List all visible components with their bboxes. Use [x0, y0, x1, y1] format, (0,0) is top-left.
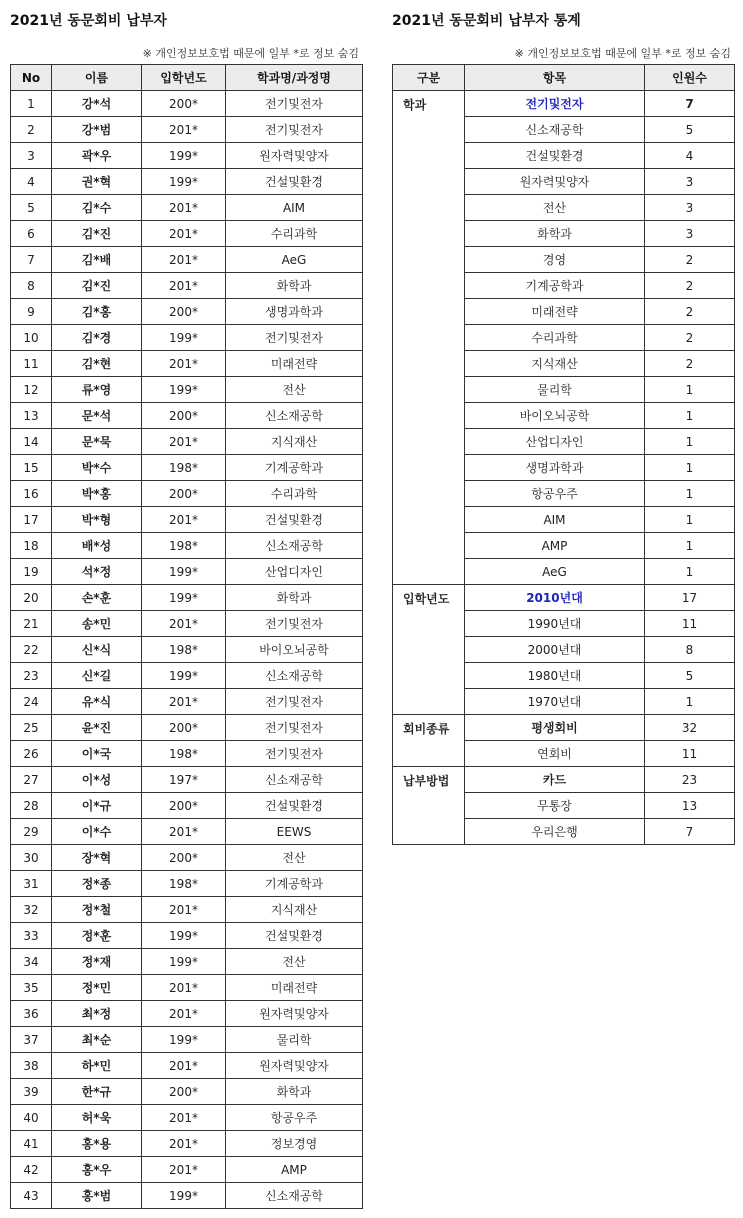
row-number: 23 [11, 663, 52, 689]
table-row [11, 1105, 363, 1131]
stats-item: 건설및환경 [465, 143, 645, 169]
stats-count: 13 [645, 793, 735, 819]
stats-item: 미래전략 [465, 299, 645, 325]
entry-year: 199* [142, 559, 226, 585]
stats-row [393, 91, 735, 117]
stats-item: 2000년대 [465, 637, 645, 663]
payer-name: 문*석 [52, 403, 142, 429]
entry-year: 199* [142, 143, 226, 169]
entry-year: 199* [142, 663, 226, 689]
entry-year: 201* [142, 819, 226, 845]
stats-category: 납부방법 [393, 767, 465, 845]
department: 화학과 [226, 273, 363, 299]
payer-name: 한*규 [52, 1079, 142, 1105]
row-number: 30 [11, 845, 52, 871]
entry-year: 201* [142, 897, 226, 923]
entry-year: 198* [142, 741, 226, 767]
stats-count: 1 [645, 455, 735, 481]
department: 바이오뇌공학 [226, 637, 363, 663]
stats-count: 1 [645, 481, 735, 507]
payer-name: 손*훈 [52, 585, 142, 611]
stats-count: 1 [645, 377, 735, 403]
payer-name: 김*진 [52, 273, 142, 299]
entry-year: 201* [142, 1105, 226, 1131]
table-row [11, 429, 363, 455]
header-department: 학과명/과정명 [226, 65, 363, 91]
department: 생명과학과 [226, 299, 363, 325]
row-number: 35 [11, 975, 52, 1001]
stats-count: 8 [645, 637, 735, 663]
row-number: 21 [11, 611, 52, 637]
row-number: 18 [11, 533, 52, 559]
department: 신소재공학 [226, 1183, 363, 1209]
stats-count: 5 [645, 663, 735, 689]
payer-name: 류*영 [52, 377, 142, 403]
stats-item: 전기및전자 [465, 91, 645, 117]
payer-name: 송*민 [52, 611, 142, 637]
row-number: 2 [11, 117, 52, 143]
stats-item: 1990년대 [465, 611, 645, 637]
row-number: 34 [11, 949, 52, 975]
row-number: 20 [11, 585, 52, 611]
row-number: 27 [11, 767, 52, 793]
entry-year: 199* [142, 377, 226, 403]
department: AMP [226, 1157, 363, 1183]
stats-count: 23 [645, 767, 735, 793]
department: 화학과 [226, 1079, 363, 1105]
stats-count: 11 [645, 611, 735, 637]
row-number: 37 [11, 1027, 52, 1053]
stats-item: 원자력및양자 [465, 169, 645, 195]
row-number: 16 [11, 481, 52, 507]
department: 수리과학 [226, 221, 363, 247]
entry-year: 198* [142, 637, 226, 663]
table-row [11, 741, 363, 767]
table-row [11, 169, 363, 195]
table-row [11, 767, 363, 793]
entry-year: 198* [142, 455, 226, 481]
department: 미래전략 [226, 351, 363, 377]
table-row [11, 845, 363, 871]
row-number: 31 [11, 871, 52, 897]
department: 신소재공학 [226, 767, 363, 793]
department: 기계공학과 [226, 455, 363, 481]
entry-year: 201* [142, 221, 226, 247]
department: AeG [226, 247, 363, 273]
entry-year: 200* [142, 91, 226, 117]
department: 항공우주 [226, 1105, 363, 1131]
department: 기계공학과 [226, 871, 363, 897]
stats-item: 수리과학 [465, 325, 645, 351]
department: EEWS [226, 819, 363, 845]
row-number: 9 [11, 299, 52, 325]
row-number: 28 [11, 793, 52, 819]
table-row [11, 481, 363, 507]
stats-item: 산업디자인 [465, 429, 645, 455]
payer-name: 허*욱 [52, 1105, 142, 1131]
entry-year: 201* [142, 273, 226, 299]
payer-name: 유*식 [52, 689, 142, 715]
table-row [11, 143, 363, 169]
entry-year: 201* [142, 611, 226, 637]
department: 전기및전자 [226, 117, 363, 143]
row-number: 38 [11, 1053, 52, 1079]
payer-name: 하*민 [52, 1053, 142, 1079]
stats-count: 1 [645, 689, 735, 715]
table-row [11, 117, 363, 143]
payer-name: 석*정 [52, 559, 142, 585]
row-number: 36 [11, 1001, 52, 1027]
left-privacy-note: ※ 개인정보보호법 때문에 일부 *로 정보 숨김 [142, 47, 359, 60]
payers-table [10, 64, 363, 1209]
department: 전기및전자 [226, 325, 363, 351]
table-row [11, 689, 363, 715]
department: 전산 [226, 377, 363, 403]
department: 신소재공학 [226, 403, 363, 429]
stats-count: 2 [645, 325, 735, 351]
right-title: 2021년 동문회비 납부자 통계 [392, 13, 581, 29]
department: 원자력및양자 [226, 143, 363, 169]
department: 전산 [226, 845, 363, 871]
stats-count: 7 [645, 819, 735, 845]
table-row [11, 1027, 363, 1053]
stats-header-row [393, 65, 735, 91]
payer-name: 정*민 [52, 975, 142, 1001]
payer-name: 김*배 [52, 247, 142, 273]
entry-year: 201* [142, 1053, 226, 1079]
payer-name: 신*길 [52, 663, 142, 689]
header-count: 인원수 [645, 65, 735, 91]
entry-year: 201* [142, 1001, 226, 1027]
header-entry-year: 입학년도 [142, 65, 226, 91]
row-number: 13 [11, 403, 52, 429]
header-name: 이름 [52, 65, 142, 91]
table-row [11, 273, 363, 299]
table-row [11, 403, 363, 429]
payer-name: 김*홍 [52, 299, 142, 325]
table-row [11, 1131, 363, 1157]
entry-year: 199* [142, 585, 226, 611]
row-number: 7 [11, 247, 52, 273]
department: 지식재산 [226, 897, 363, 923]
entry-year: 200* [142, 299, 226, 325]
payer-name: 정*철 [52, 897, 142, 923]
stats-item: 연회비 [465, 741, 645, 767]
table-row [11, 533, 363, 559]
payer-name: 홍*우 [52, 1157, 142, 1183]
department: 신소재공학 [226, 663, 363, 689]
row-number: 15 [11, 455, 52, 481]
department: 정보경영 [226, 1131, 363, 1157]
stats-category: 입학년도 [393, 585, 465, 715]
payer-name: 정*훈 [52, 923, 142, 949]
stats-count: 1 [645, 429, 735, 455]
row-number: 33 [11, 923, 52, 949]
entry-year: 199* [142, 325, 226, 351]
row-number: 42 [11, 1157, 52, 1183]
department: 지식재산 [226, 429, 363, 455]
stats-item: 우리은행 [465, 819, 645, 845]
right-privacy-note: ※ 개인정보보호법 때문에 일부 *로 정보 숨김 [514, 47, 731, 60]
stats-count: 4 [645, 143, 735, 169]
row-number: 41 [11, 1131, 52, 1157]
department: 전기및전자 [226, 689, 363, 715]
row-number: 10 [11, 325, 52, 351]
stats-category: 학과 [393, 91, 465, 585]
row-number: 22 [11, 637, 52, 663]
left-title: 2021년 동문회비 납부자 [10, 13, 167, 29]
stats-item: 경영 [465, 247, 645, 273]
table-row [11, 975, 363, 1001]
table-row [11, 91, 363, 117]
row-number: 14 [11, 429, 52, 455]
payer-name: 홍*범 [52, 1183, 142, 1209]
stats-category: 회비종류 [393, 715, 465, 767]
stats-item: 물리학 [465, 377, 645, 403]
table-row [11, 1157, 363, 1183]
header-item: 항목 [465, 65, 645, 91]
payer-name: 박*수 [52, 455, 142, 481]
table-row [11, 559, 363, 585]
payer-name: 홍*용 [52, 1131, 142, 1157]
entry-year: 200* [142, 793, 226, 819]
stats-count: 2 [645, 351, 735, 377]
stats-item: 기계공학과 [465, 273, 645, 299]
table-row [11, 299, 363, 325]
payer-name: 최*정 [52, 1001, 142, 1027]
stats-item: 2010년대 [465, 585, 645, 611]
table-row [11, 195, 363, 221]
row-number: 43 [11, 1183, 52, 1209]
department: 건설및환경 [226, 169, 363, 195]
header-no: No [11, 65, 52, 91]
row-number: 8 [11, 273, 52, 299]
department: 신소재공학 [226, 533, 363, 559]
stats-count: 1 [645, 403, 735, 429]
row-number: 40 [11, 1105, 52, 1131]
entry-year: 200* [142, 403, 226, 429]
stats-count: 1 [645, 533, 735, 559]
table-row [11, 637, 363, 663]
table-row [11, 585, 363, 611]
entry-year: 201* [142, 975, 226, 1001]
table-row [11, 663, 363, 689]
payer-name: 곽*우 [52, 143, 142, 169]
row-number: 24 [11, 689, 52, 715]
stats-count: 7 [645, 91, 735, 117]
stats-count: 32 [645, 715, 735, 741]
payer-name: 박*홍 [52, 481, 142, 507]
payer-name: 배*성 [52, 533, 142, 559]
payer-name: 강*범 [52, 117, 142, 143]
department: 수리과학 [226, 481, 363, 507]
stats-row [393, 715, 735, 741]
stats-item: 전산 [465, 195, 645, 221]
payer-name: 김*진 [52, 221, 142, 247]
row-number: 29 [11, 819, 52, 845]
entry-year: 200* [142, 481, 226, 507]
row-number: 12 [11, 377, 52, 403]
entry-year: 198* [142, 533, 226, 559]
payer-name: 이*규 [52, 793, 142, 819]
stats-item: 생명과학과 [465, 455, 645, 481]
department: 전기및전자 [226, 715, 363, 741]
payer-name: 박*형 [52, 507, 142, 533]
header-category: 구분 [393, 65, 465, 91]
stats-count: 1 [645, 507, 735, 533]
entry-year: 200* [142, 845, 226, 871]
department: 전산 [226, 949, 363, 975]
row-number: 19 [11, 559, 52, 585]
payer-name: 정*종 [52, 871, 142, 897]
table-row [11, 923, 363, 949]
stats-item: 바이오뇌공학 [465, 403, 645, 429]
payer-name: 이*성 [52, 767, 142, 793]
table-row [11, 351, 363, 377]
entry-year: 201* [142, 1131, 226, 1157]
entry-year: 201* [142, 507, 226, 533]
stats-count: 2 [645, 247, 735, 273]
table-row [11, 455, 363, 481]
row-number: 39 [11, 1079, 52, 1105]
stats-item: 평생회비 [465, 715, 645, 741]
entry-year: 200* [142, 715, 226, 741]
table-row [11, 1183, 363, 1209]
payer-name: 강*석 [52, 91, 142, 117]
entry-year: 199* [142, 949, 226, 975]
stats-item: 지식재산 [465, 351, 645, 377]
table-row [11, 325, 363, 351]
payer-name: 이*수 [52, 819, 142, 845]
stats-item: AeG [465, 559, 645, 585]
row-number: 17 [11, 507, 52, 533]
stats-row [393, 585, 735, 611]
payer-name: 장*혁 [52, 845, 142, 871]
payer-name: 이*국 [52, 741, 142, 767]
entry-year: 201* [142, 247, 226, 273]
payer-name: 신*식 [52, 637, 142, 663]
stats-count: 3 [645, 221, 735, 247]
stats-item: 1970년대 [465, 689, 645, 715]
stats-count: 1 [645, 559, 735, 585]
entry-year: 199* [142, 1183, 226, 1209]
row-number: 3 [11, 143, 52, 169]
entry-year: 201* [142, 689, 226, 715]
stats-count: 3 [645, 169, 735, 195]
entry-year: 197* [142, 767, 226, 793]
stats-table [392, 64, 735, 845]
table-row [11, 819, 363, 845]
stats-item: AMP [465, 533, 645, 559]
entry-year: 201* [142, 1157, 226, 1183]
department: 원자력및양자 [226, 1001, 363, 1027]
table-row [11, 793, 363, 819]
entry-year: 198* [142, 871, 226, 897]
row-number: 1 [11, 91, 52, 117]
table-row [11, 1079, 363, 1105]
department: 전기및전자 [226, 741, 363, 767]
row-number: 25 [11, 715, 52, 741]
stats-item: 1980년대 [465, 663, 645, 689]
payer-name: 김*현 [52, 351, 142, 377]
department: 화학과 [226, 585, 363, 611]
table-row [11, 897, 363, 923]
table-row [11, 507, 363, 533]
department: 원자력및양자 [226, 1053, 363, 1079]
department: 건설및환경 [226, 507, 363, 533]
entry-year: 200* [142, 1079, 226, 1105]
row-number: 4 [11, 169, 52, 195]
stats-item: 항공우주 [465, 481, 645, 507]
payer-name: 김*수 [52, 195, 142, 221]
table-row [11, 377, 363, 403]
stats-count: 2 [645, 299, 735, 325]
department: 건설및환경 [226, 793, 363, 819]
entry-year: 199* [142, 923, 226, 949]
payer-name: 최*순 [52, 1027, 142, 1053]
stats-count: 3 [645, 195, 735, 221]
stats-item: AIM [465, 507, 645, 533]
payer-name: 권*혁 [52, 169, 142, 195]
table-row [11, 949, 363, 975]
table-row [11, 247, 363, 273]
stats-item: 신소재공학 [465, 117, 645, 143]
stats-row [393, 767, 735, 793]
entry-year: 199* [142, 1027, 226, 1053]
payer-name: 문*묵 [52, 429, 142, 455]
entry-year: 201* [142, 429, 226, 455]
row-number: 6 [11, 221, 52, 247]
table-row [11, 1001, 363, 1027]
entry-year: 199* [142, 169, 226, 195]
table-row [11, 1053, 363, 1079]
table-row [11, 611, 363, 637]
table-row [11, 871, 363, 897]
entry-year: 201* [142, 117, 226, 143]
row-number: 11 [11, 351, 52, 377]
stats-count: 5 [645, 117, 735, 143]
department: AIM [226, 195, 363, 221]
entry-year: 201* [142, 195, 226, 221]
stats-item: 무통장 [465, 793, 645, 819]
stats-count: 17 [645, 585, 735, 611]
row-number: 26 [11, 741, 52, 767]
table-row [11, 221, 363, 247]
stats-count: 11 [645, 741, 735, 767]
department: 물리학 [226, 1027, 363, 1053]
department: 전기및전자 [226, 91, 363, 117]
payers-header-row [11, 65, 363, 91]
table-row [11, 715, 363, 741]
row-number: 32 [11, 897, 52, 923]
entry-year: 201* [142, 351, 226, 377]
stats-item: 카드 [465, 767, 645, 793]
department: 건설및환경 [226, 923, 363, 949]
department: 미래전략 [226, 975, 363, 1001]
payer-name: 윤*진 [52, 715, 142, 741]
department: 산업디자인 [226, 559, 363, 585]
department: 전기및전자 [226, 611, 363, 637]
stats-item: 화학과 [465, 221, 645, 247]
stats-count: 2 [645, 273, 735, 299]
payer-name: 김*경 [52, 325, 142, 351]
row-number: 5 [11, 195, 52, 221]
payer-name: 정*재 [52, 949, 142, 975]
